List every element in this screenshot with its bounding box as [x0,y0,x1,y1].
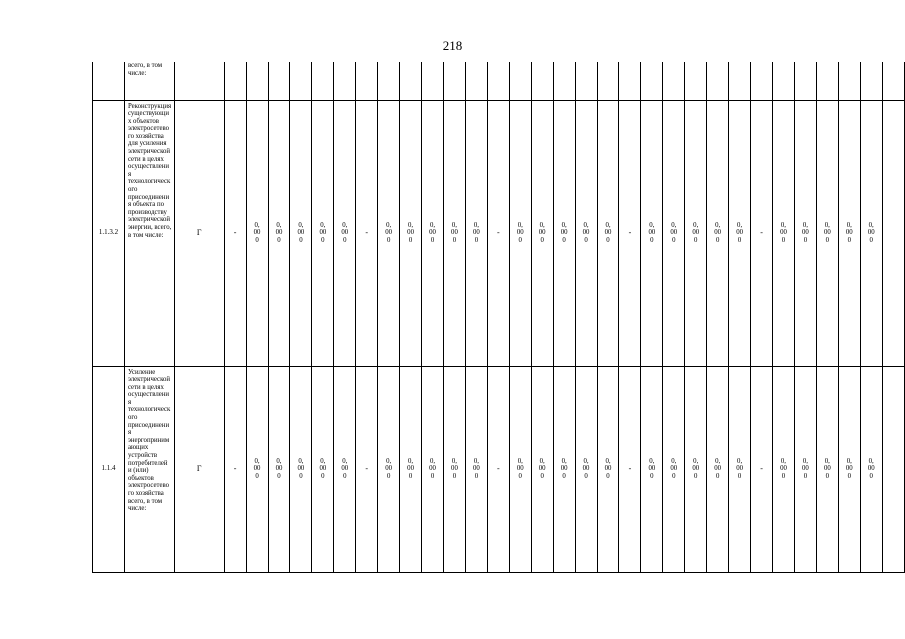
value-part: 0 [694,236,698,244]
value-part: 0, [802,457,808,465]
value-part: 00 [560,465,568,473]
empty-cell [575,62,597,100]
value-part: 0, [715,457,721,465]
dash-cell: - [487,366,509,572]
value-cell [838,366,860,572]
value-part: 0 [650,472,654,480]
value-part: 0, [408,221,414,229]
value-part: 0 [869,236,873,244]
value-part: 00 [780,465,787,473]
dash-cell: - [619,366,641,572]
value-part: 0, [824,457,830,465]
value-cell [597,366,619,572]
value-part: 00 [451,465,458,473]
value-part: 0 [299,472,303,480]
value-cell [334,366,356,572]
value-part: 00 [516,229,524,237]
empty-cell [773,62,795,100]
value-part: 0 [255,236,259,244]
value-part: 0, [605,221,611,229]
value-part: 0 [321,472,325,480]
value-part: 0, [408,457,414,465]
value-part: 00 [319,465,327,473]
value-part: 0, [846,457,852,465]
value-part: 0 [408,472,413,480]
value-part: 0, [583,221,589,229]
value-part: 00 [516,465,524,473]
value-part: 00 [802,229,809,237]
value-cell [860,366,882,572]
value-part: 0, [276,457,282,465]
value-part: 0, [342,457,348,465]
value-part: 00 [275,229,283,237]
value-part: 0, [254,221,260,229]
value-part: 0 [452,236,457,244]
value-part: 00 [253,229,261,237]
value-part: 0, [254,457,260,465]
value-part: 00 [275,465,283,473]
value-part: 0 [386,236,391,244]
value-cell [641,100,663,366]
value-part: 00 [385,229,393,237]
value-part: 0, [386,457,392,465]
value-part: 0 [540,472,544,480]
value-part: 00 [648,465,656,473]
value-cell [268,366,290,572]
empty-cell [268,62,290,100]
empty-cell [707,62,729,100]
empty-cell [487,62,509,100]
value-part: 00 [472,465,480,473]
value-cell [422,100,444,366]
value-part: 00 [253,465,261,473]
value-part: 0 [343,236,347,244]
value-part: 0 [869,472,873,480]
value-part: 0, [846,221,852,229]
value-part: 0, [298,457,304,465]
dash-cell: - [751,100,773,366]
value-cell [531,100,553,366]
value-part: 0, [715,221,721,229]
value-cell [509,366,531,572]
value-cell [509,100,531,366]
empty-cell [619,62,641,100]
value-part: 0 [650,236,654,244]
value-part: 0 [606,236,610,244]
value-cell [729,100,751,366]
value-part: 0, [561,221,567,229]
table-row [93,62,905,100]
value-part: 00 [407,465,414,473]
value-part: 00 [867,229,875,237]
value-cell [290,100,312,366]
empty-cell [729,62,751,100]
value-part: 0 [430,236,435,244]
value-part: 00 [714,229,722,237]
value-part: 0 [606,472,610,480]
empty-cell [400,62,422,100]
value-part: 0 [672,236,676,244]
value-part: 0 [584,236,588,244]
value-part: 0 [408,236,413,244]
value-cell [575,366,597,572]
value-part: 00 [845,229,853,237]
value-part: 00 [341,229,349,237]
value-part: 0, [693,221,699,229]
value-part: 0, [649,457,655,465]
value-part: 00 [604,465,612,473]
value-part: 0 [474,472,479,480]
value-cell [685,100,707,366]
value-part: 0, [583,457,589,465]
value-cell [816,366,838,572]
value-part: 0 [781,236,786,244]
value-part: 00 [692,229,700,237]
dash-cell: - [356,100,378,366]
value-part: 0 [825,472,830,480]
value-cell [729,366,751,572]
value-cell [378,100,400,366]
table-row [93,366,905,572]
value-part: 00 [780,229,787,237]
value-cell [334,100,356,366]
value-part: 0, [539,457,545,465]
empty-cell [553,62,575,100]
value-part: 00 [341,465,349,473]
value-part: 00 [319,229,327,237]
empty-cell [838,62,860,100]
value-cell [773,366,795,572]
empty-cell [597,62,619,100]
value-part: 0, [451,457,457,465]
value-part: 0, [868,457,874,465]
value-part: 00 [538,465,546,473]
row-name: Усиление электрической сети в целях осуществления технологического присоединения энергопринимающих устройств потребителей и (или) объектов электросетевого хозяйства всего, в том числе: [124,366,174,572]
row-name: всего, в том числе: [124,62,174,100]
value-cell [378,366,400,572]
value-cell [707,366,729,572]
value-part: 0, [671,221,677,229]
value-part: 0, [737,221,743,229]
value-cell [400,366,422,572]
value-part: 00 [736,465,743,473]
value-part: 00 [429,465,436,473]
value-cell [794,366,816,572]
value-cell [773,100,795,366]
value-part: 0 [562,472,566,480]
value-cell [268,100,290,366]
empty-cell [816,62,838,100]
value-part: 0, [473,221,479,229]
value-cell [663,100,685,366]
value-part: 0 [694,472,698,480]
empty-cell [334,62,356,100]
value-cell [290,366,312,572]
value-part: 00 [604,229,612,237]
value-part: 0, [671,457,677,465]
value-part: 0, [386,221,392,229]
value-cell [246,100,268,366]
value-part: 0, [342,221,348,229]
value-part: 0, [868,221,874,229]
value-part: 00 [670,229,678,237]
value-cell [443,366,465,572]
value-part: 0, [605,457,611,465]
dash-cell: - [487,100,509,366]
row-group-letter: Г [174,366,224,572]
value-cell [794,100,816,366]
empty-cell [882,100,904,366]
value-part: 0 [781,472,786,480]
value-cell [641,366,663,572]
value-part: 0 [518,236,522,244]
empty-cell [531,62,553,100]
dash-cell: - [619,100,641,366]
value-part: 00 [472,229,480,237]
value-part: 0 [672,472,676,480]
value-cell [246,366,268,572]
value-part: 0 [584,472,588,480]
dash-cell: - [356,366,378,572]
value-cell [312,100,334,366]
value-part: 0, [473,457,479,465]
value-part: 00 [560,229,568,237]
value-part: 00 [714,465,722,473]
value-part: 0, [802,221,808,229]
value-part: 0 [562,236,566,244]
row-code: 1.1.3.2 [93,100,125,366]
value-part: 00 [429,229,436,237]
row-code: 1.1.4 [93,366,125,572]
value-cell [707,100,729,366]
value-part: 0 [540,236,544,244]
value-cell [531,366,553,572]
empty-cell [378,62,400,100]
empty-cell [290,62,312,100]
value-part: 00 [670,465,678,473]
value-part: 0 [299,236,303,244]
value-cell [553,100,575,366]
row-group-letter [174,62,224,100]
value-part: 0, [517,457,523,465]
value-part: 0, [276,221,282,229]
value-part: 0 [737,236,742,244]
value-part: 0, [824,221,830,229]
value-part: 0, [561,457,567,465]
empty-cell [465,62,487,100]
value-part: 0 [803,472,808,480]
empty-cell [685,62,707,100]
empty-cell [794,62,816,100]
value-part: 0, [298,221,304,229]
value-part: 0, [693,457,699,465]
value-part: 0, [780,221,787,229]
row-group-letter: Г [174,100,224,366]
value-part: 00 [867,465,875,473]
value-part: 00 [407,229,414,237]
value-part: 0 [518,472,522,480]
value-cell [312,366,334,572]
value-part: 0 [825,236,830,244]
empty-cell [663,62,685,100]
value-part: 00 [823,465,831,473]
value-part: 0 [343,472,347,480]
value-cell [465,366,487,572]
empty-cell [246,62,268,100]
value-part: 00 [823,229,831,237]
value-part: 0 [452,472,457,480]
value-part: 00 [297,229,305,237]
empty-cell [882,366,904,572]
value-part: 0 [277,236,281,244]
value-part: 00 [451,229,458,237]
empty-cell [509,62,531,100]
value-part: 0, [539,221,545,229]
value-part: 00 [648,229,656,237]
empty-cell [641,62,663,100]
empty-cell [356,62,378,100]
value-part: 0 [737,472,742,480]
value-part: 0 [474,236,479,244]
value-part: 0, [737,457,743,465]
value-part: 0 [803,236,808,244]
value-part: 00 [582,465,590,473]
value-part: 0 [847,236,851,244]
value-cell [838,100,860,366]
value-part: 0, [429,457,436,465]
value-part: 0, [320,457,326,465]
value-part: 00 [692,465,700,473]
value-part: 00 [297,465,305,473]
value-part: 0, [320,221,326,229]
empty-cell [422,62,444,100]
row-code [93,62,125,100]
value-part: 00 [845,465,853,473]
value-cell [816,100,838,366]
value-part: 0, [429,221,436,229]
value-cell [685,366,707,572]
value-cell [443,100,465,366]
empty-cell [882,62,904,100]
value-cell [597,100,619,366]
empty-cell [443,62,465,100]
empty-cell [224,62,246,100]
value-part: 0 [715,236,720,244]
value-part: 0, [451,221,457,229]
dash-cell: - [224,100,246,366]
value-part: 0, [780,457,787,465]
value-part: 0 [386,472,391,480]
dash-cell: - [751,366,773,572]
value-cell [860,100,882,366]
value-cell [553,366,575,572]
value-part: 0 [715,472,720,480]
value-cell [465,100,487,366]
investment-table [92,62,905,573]
value-cell [400,100,422,366]
empty-cell [860,62,882,100]
value-part: 0 [430,472,435,480]
table-row [93,100,905,366]
row-name: Реконструкция существующих объектов электросетевого хозяйства для усиления электрической сети в целях осуществления технологического присоединения объекта по производству электрической энергии, всего, в том числе: [124,100,174,366]
value-part: 0 [847,472,851,480]
value-part: 0 [255,472,259,480]
value-part: 00 [385,465,393,473]
value-part: 00 [736,229,743,237]
dash-cell: - [224,366,246,572]
value-cell [663,366,685,572]
value-part: 0, [649,221,655,229]
empty-cell [312,62,334,100]
value-cell [422,366,444,572]
value-cell [575,100,597,366]
empty-cell [751,62,773,100]
page-number: 218 [442,38,463,53]
value-part: 00 [582,229,590,237]
value-part: 00 [802,465,809,473]
value-part: 0, [517,221,523,229]
value-part: 0 [277,472,281,480]
value-part: 00 [538,229,546,237]
value-part: 0 [321,236,325,244]
